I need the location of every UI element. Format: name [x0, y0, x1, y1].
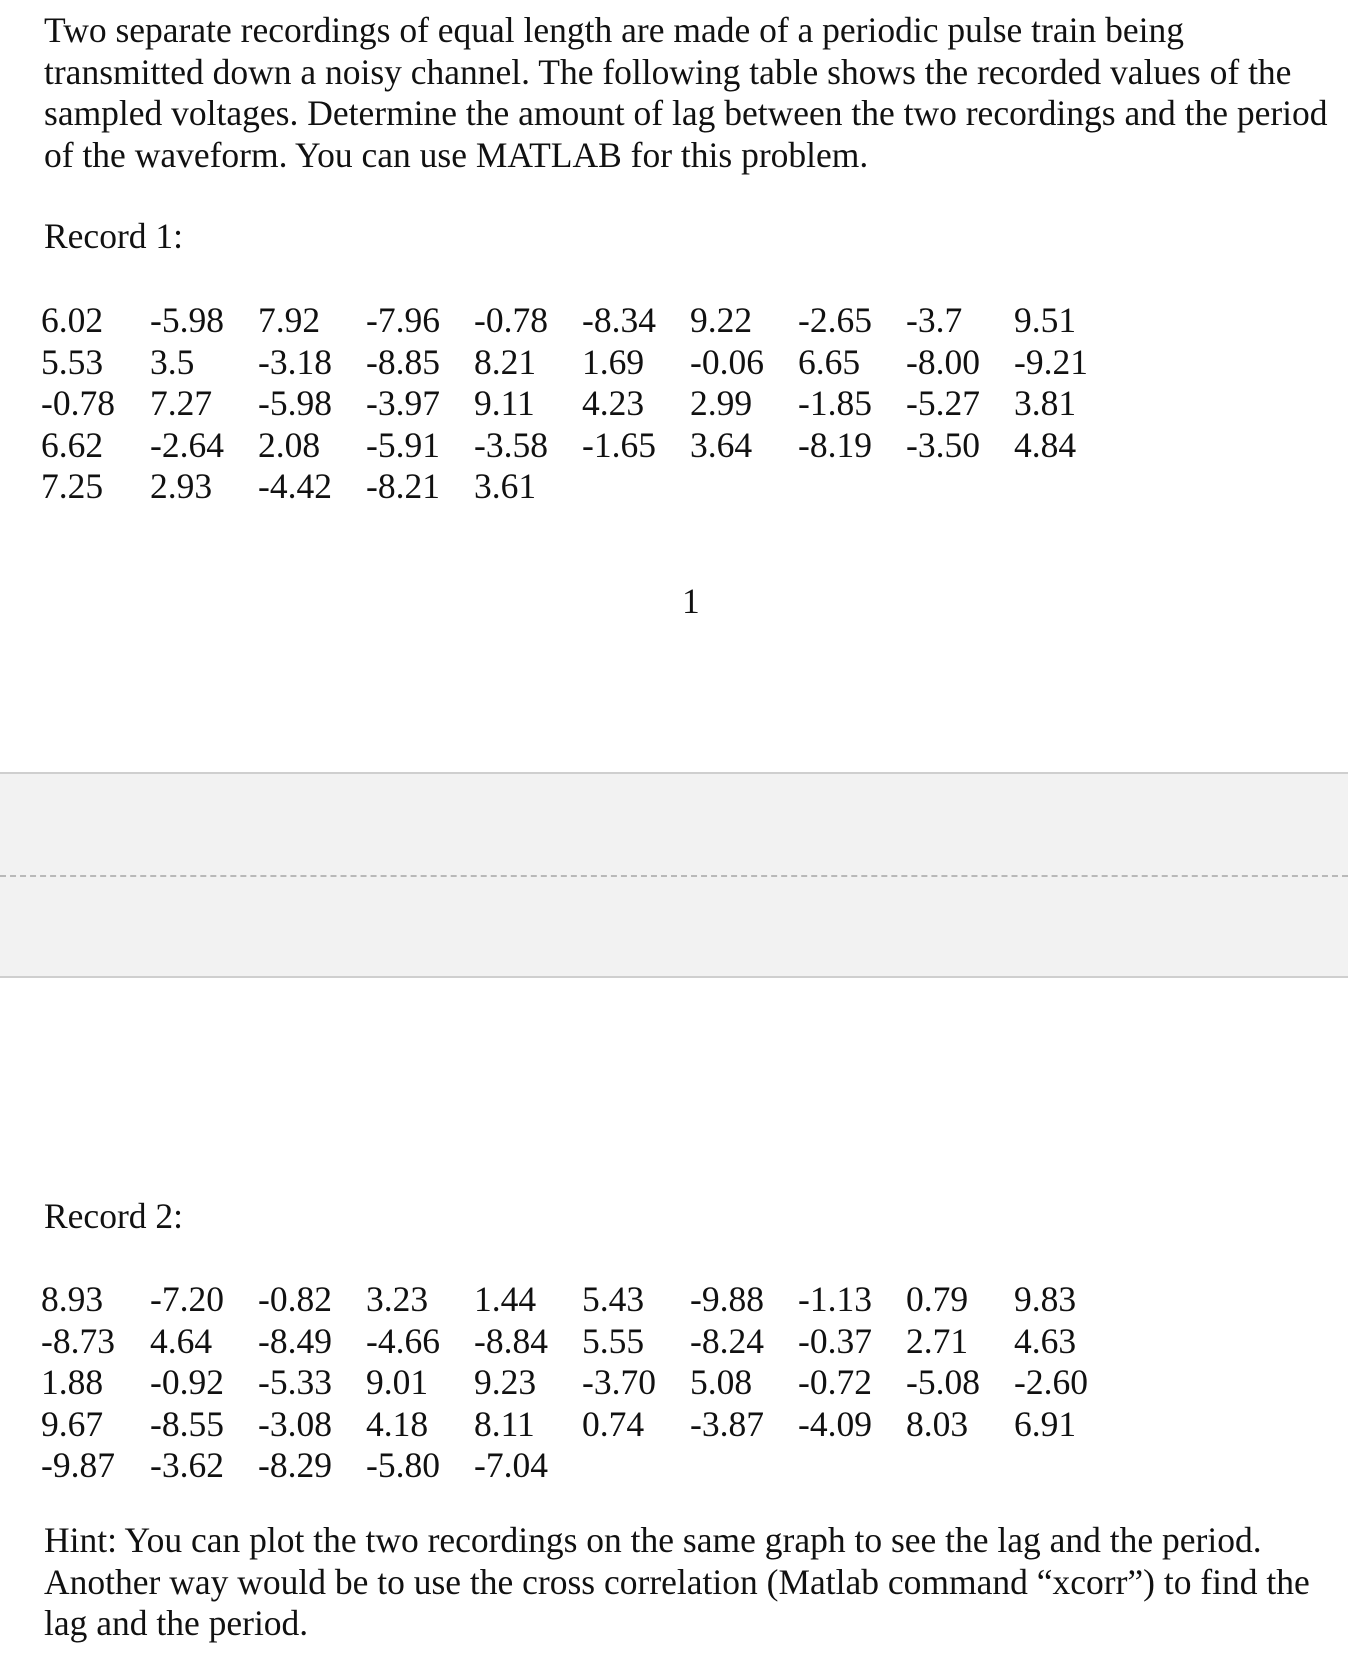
- value-cell: 9.01: [366, 1362, 429, 1402]
- page-2: [0, 978, 1348, 1670]
- value-cell: -3.62: [150, 1445, 224, 1485]
- value-cell: -8.49: [258, 1320, 332, 1361]
- table-row: [41, 1445, 1094, 1487]
- value-cell: -8.21: [366, 466, 440, 506]
- value-cell: -8.84: [474, 1320, 548, 1361]
- value-cell: 5.43: [582, 1279, 645, 1319]
- value-cell: -4.09: [798, 1403, 872, 1444]
- value-cell: 2.99: [690, 383, 753, 423]
- page-break-dashed-line: [0, 875, 1348, 877]
- page-1: [0, 0, 1348, 772]
- table-row: [41, 466, 1094, 508]
- value-cell: 6.02: [41, 300, 104, 340]
- value-cell: 7.27: [150, 383, 213, 423]
- value-cell: -5.80: [366, 1445, 440, 1485]
- value-cell: 3.61: [474, 466, 537, 506]
- page-number: 1: [682, 581, 700, 621]
- value-cell: -4.42: [258, 466, 332, 506]
- value-cell: 4.63: [1014, 1320, 1077, 1361]
- value-cell: -1.85: [798, 383, 872, 423]
- table-row: [41, 1362, 1094, 1404]
- value-cell: -0.78: [474, 300, 548, 340]
- value-cell: -7.04: [474, 1445, 548, 1485]
- value-cell: 4.23: [582, 383, 645, 423]
- table-row: [41, 383, 1094, 425]
- value-cell: 8.11: [474, 1403, 535, 1444]
- page-break: [0, 772, 1348, 978]
- value-cell: 7.25: [41, 466, 104, 506]
- value-cell: -9.87: [41, 1445, 115, 1485]
- value-cell: -0.82: [258, 1279, 332, 1319]
- value-cell: 6.91: [1014, 1403, 1077, 1444]
- value-cell: -8.19: [798, 424, 872, 465]
- value-cell: -8.85: [366, 341, 440, 382]
- table-row: [41, 1279, 1094, 1321]
- value-cell: 5.55: [582, 1320, 645, 1361]
- record-1-table: [41, 300, 1094, 508]
- value-cell: -8.29: [258, 1445, 332, 1485]
- value-cell: -3.87: [690, 1403, 764, 1444]
- value-cell: -0.06: [690, 341, 764, 382]
- table-row: [41, 1404, 1094, 1446]
- value-cell: 9.11: [474, 383, 535, 423]
- table-row: [41, 425, 1094, 467]
- table-row: [41, 342, 1094, 384]
- value-cell: -5.27: [906, 383, 980, 423]
- value-cell: 1.88: [41, 1362, 104, 1402]
- value-cell: -5.98: [258, 383, 332, 423]
- record-1-label: Record 1:: [44, 216, 184, 256]
- value-cell: -5.98: [150, 300, 224, 340]
- value-cell: -3.50: [906, 424, 980, 465]
- value-cell: -7.96: [366, 300, 440, 340]
- value-cell: -0.37: [798, 1320, 872, 1361]
- value-cell: 3.64: [690, 424, 753, 465]
- value-cell: -1.13: [798, 1279, 872, 1319]
- value-cell: 1.69: [582, 341, 645, 382]
- value-cell: -2.60: [1014, 1362, 1088, 1402]
- value-cell: 4.84: [1014, 424, 1077, 465]
- value-cell: 2.08: [258, 424, 321, 465]
- record-2-body: [41, 1279, 1094, 1487]
- value-cell: 5.08: [690, 1362, 753, 1402]
- value-cell: -2.65: [798, 300, 872, 340]
- value-cell: -5.91: [366, 424, 440, 465]
- value-cell: 3.81: [1014, 383, 1077, 423]
- value-cell: 5.53: [41, 341, 104, 382]
- value-cell: -4.66: [366, 1320, 440, 1361]
- value-cell: -8.00: [906, 341, 980, 382]
- table-row: [41, 1321, 1094, 1363]
- value-cell: 4.18: [366, 1403, 429, 1444]
- value-cell: 8.03: [906, 1403, 969, 1444]
- value-cell: 6.62: [41, 424, 104, 465]
- value-cell: 2.93: [150, 466, 213, 506]
- value-cell: -8.73: [41, 1320, 115, 1361]
- value-cell: -8.34: [582, 300, 656, 340]
- record-1-body: [41, 300, 1094, 508]
- value-cell: 9.67: [41, 1403, 104, 1444]
- value-cell: -7.20: [150, 1279, 224, 1319]
- value-cell: -9.88: [690, 1279, 764, 1319]
- value-cell: 9.51: [1014, 300, 1077, 340]
- value-cell: 3.23: [366, 1279, 429, 1319]
- value-cell: -9.21: [1014, 341, 1088, 382]
- value-cell: 7.92: [258, 300, 321, 340]
- value-cell: -3.97: [366, 383, 440, 423]
- value-cell: -5.33: [258, 1362, 332, 1402]
- value-cell: -0.78: [41, 383, 115, 423]
- value-cell: 9.23: [474, 1362, 537, 1402]
- problem-statement: Two separate recordings of equal length are made of a periodic pulse train being transmitted down a noisy channel. The following table shows the recorded values of the sampled voltages. Determine the amount of lag between the two recordings and the period of the waveform. You can use MATLAB for this problem.: [44, 10, 1328, 175]
- value-cell: -0.92: [150, 1362, 224, 1402]
- value-cell: -3.58: [474, 424, 548, 465]
- record-2-table: [41, 1279, 1094, 1487]
- value-cell: -3.70: [582, 1362, 656, 1402]
- record-2-label: Record 2:: [44, 1196, 184, 1236]
- value-cell: -8.55: [150, 1403, 224, 1444]
- value-cell: -8.24: [690, 1320, 764, 1361]
- table-row: [41, 300, 1094, 342]
- value-cell: 9.83: [1014, 1279, 1077, 1319]
- value-cell: 0.79: [906, 1279, 969, 1319]
- value-cell: -2.64: [150, 424, 224, 465]
- value-cell: 1.44: [474, 1279, 537, 1319]
- value-cell: 8.93: [41, 1279, 104, 1319]
- value-cell: -3.7: [906, 300, 963, 340]
- value-cell: 4.64: [150, 1320, 213, 1361]
- value-cell: -3.18: [258, 341, 332, 382]
- value-cell: 3.5: [150, 341, 195, 382]
- value-cell: -5.08: [906, 1362, 980, 1402]
- hint-text: Hint: You can plot the two recordings on the same graph to see the lag and the period. Another way would be to use the cross correlation (Matlab command “xcorr”) to find the lag and the period.: [44, 1520, 1310, 1643]
- value-cell: 6.65: [798, 341, 861, 382]
- value-cell: -3.08: [258, 1403, 332, 1444]
- value-cell: 8.21: [474, 341, 537, 382]
- value-cell: -1.65: [582, 424, 656, 465]
- value-cell: 0.74: [582, 1403, 645, 1444]
- value-cell: 9.22: [690, 300, 753, 340]
- value-cell: -0.72: [798, 1362, 872, 1402]
- value-cell: 2.71: [906, 1320, 969, 1361]
